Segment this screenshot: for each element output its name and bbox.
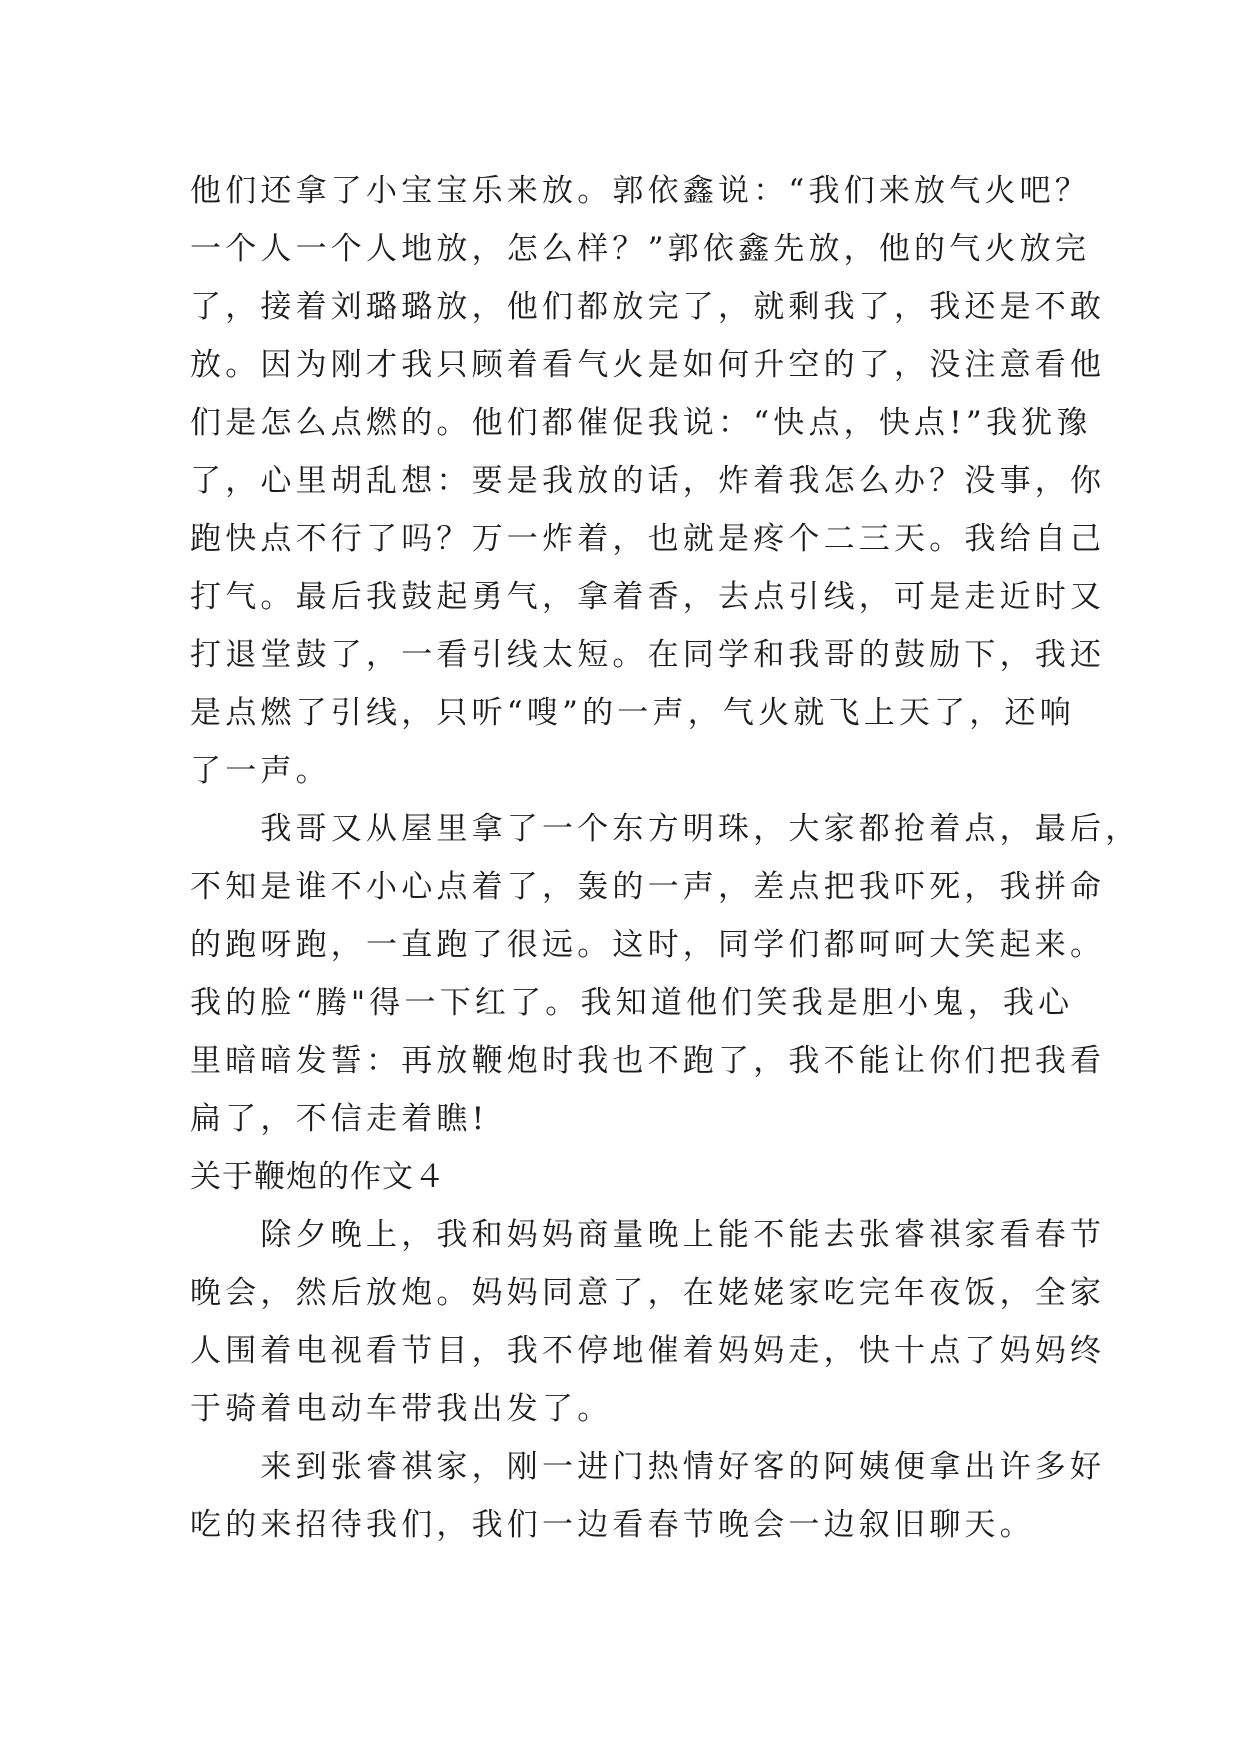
text-line: 除夕晚上，我和妈妈商量晚上能不能去张睿祺家看春节: [190, 1217, 1106, 1253]
text-line: 里暗暗发誓：再放鞭炮时我也不跑了，我不能让你们把我看: [190, 1043, 1106, 1079]
text-line: 扁了，不信走着瞧!: [190, 1101, 489, 1137]
text-line: 我的脸“腾"得一下红了。我知道他们笑我是胆小鬼，我心: [190, 985, 1074, 1021]
text-line: 于骑着电动车带我出发了。: [190, 1391, 613, 1427]
text-line: 们是怎么点燃的。他们都催促我说：“快点，快点!”我犹豫: [190, 405, 1092, 441]
document-body: [190, 162, 1141, 1554]
text-line: 我哥又从屋里拿了一个东方明珠，大家都抢着点，最后，: [190, 811, 1141, 847]
text-line: 晚会，然后放炮。妈妈同意了，在姥姥家吃完年夜饭，全家: [190, 1275, 1106, 1311]
text-line: 了一声。: [190, 753, 331, 789]
section-heading: [190, 1148, 1070, 1206]
text-line: 了，心里胡乱想：要是我放的话，炸着我怎么办？没事，你: [190, 463, 1106, 499]
text-line: 打退堂鼓了，一看引线太短。在同学和我哥的鼓励下，我还: [190, 637, 1106, 673]
text-line: 人围着电视看节目，我不停地催着妈妈走，快十点了妈妈终: [190, 1333, 1106, 1369]
paragraph-1: [190, 162, 1106, 800]
text-line: 不知是谁不小心点着了，轰的一声，差点把我吓死，我拼命: [190, 869, 1106, 905]
heading-text: 关于鞭炮的作文４: [190, 1159, 446, 1195]
paragraph-4: [190, 1438, 1106, 1554]
text-line: 的跑呀跑，一直跑了很远。这时，同学们都呵呵大笑起来。: [190, 927, 1106, 963]
text-line: 是点燃了引线，只听“嗖”的一声，气火就飞上天了，还响: [190, 695, 1075, 731]
text-line: 跑快点不行了吗？万一炸着，也就是疼个二三天。我给自己: [190, 521, 1106, 557]
text-line: 他们还拿了小宝宝乐来放。郭依鑫说：“我们来放气火吧？: [190, 173, 1091, 209]
text-line: 打气。最后我鼓起勇气，拿着香，去点引线，可是走近时又: [190, 579, 1106, 615]
text-line: 放。因为刚才我只顾着看气火是如何升空的了，没注意看他: [190, 347, 1106, 383]
text-line: 来到张睿祺家，刚一进门热情好客的阿姨便拿出许多好: [190, 1449, 1106, 1485]
text-line: 一个人一个人地放，怎么样？”郭依鑫先放，他的气火放完: [190, 231, 1091, 267]
paragraph-2: [190, 800, 1141, 1148]
text-line: 吃的来招待我们，我们一边看春节晚会一边叙旧聊天。: [190, 1507, 1035, 1543]
text-line: 了，接着刘璐璐放，他们都放完了，就剩我了，我还是不敢: [190, 289, 1106, 325]
paragraph-3: [190, 1206, 1106, 1438]
